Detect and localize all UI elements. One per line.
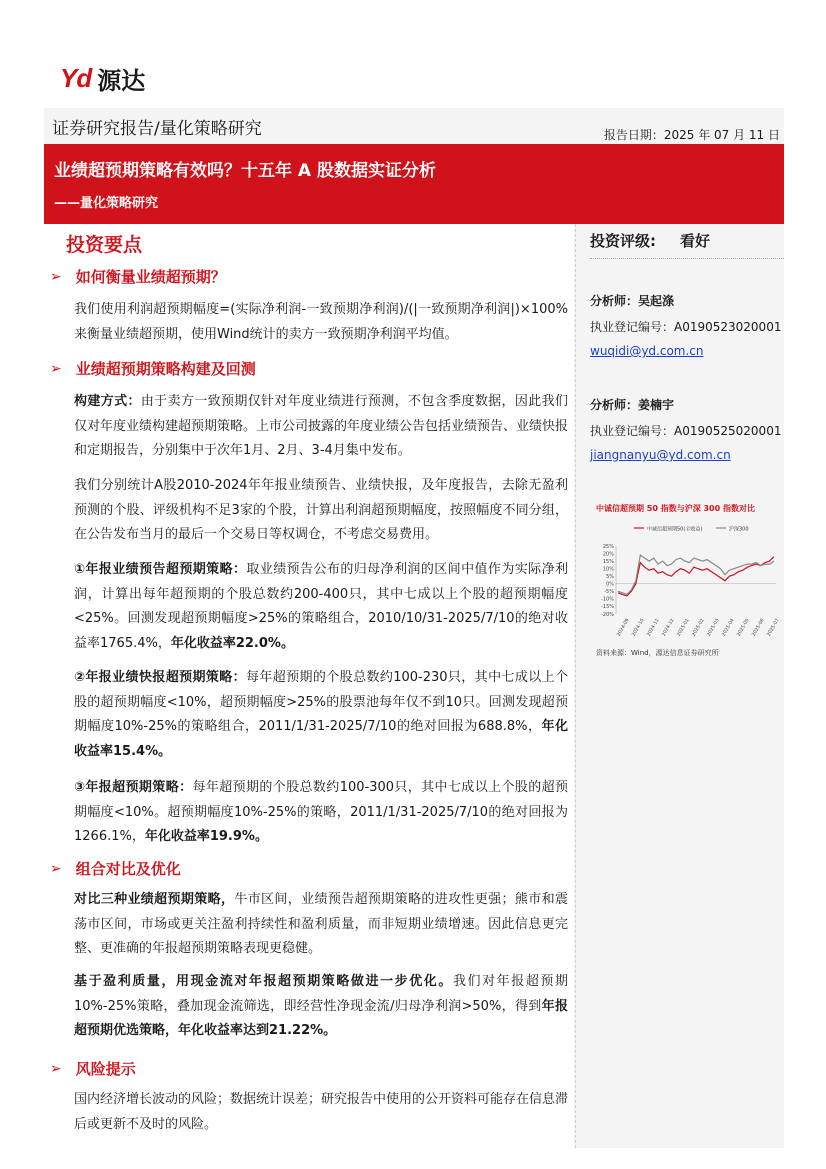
y-tick-label: 10%: [602, 566, 614, 573]
section-heading-label: 组合对比及优化: [75, 860, 181, 878]
rating-label: 投资评级:: [590, 232, 656, 250]
arrow-icon: ➢: [50, 1060, 62, 1077]
y-tick-label: 25%: [602, 543, 614, 550]
x-tick-label: 2025-04: [721, 618, 736, 638]
y-tick-label: -20%: [601, 611, 614, 618]
rating-value: 看好: [680, 232, 711, 250]
paragraph-text: 我们分别统计A股2010-2024年年报业绩预告、业绩快报，及年度报告，去除无盈利预测的个股、评级机构不足3家的个股，计算出利润超预期幅度，按照幅度不同分组，在公告发布当月的最后一个交易日等权调仓，不考虑交易费用。: [74, 478, 568, 542]
paragraph-highlight: 年报超预期优选策略，年化收益率达到21.22%。: [74, 998, 568, 1038]
paragraph-lead: ①年报业绩预告超预期策略：: [74, 562, 247, 577]
chart-source: 资料来源：Wind，源达信息证券研究所: [596, 649, 719, 657]
paragraph-highlight: 年化收益率15.4%。: [74, 719, 568, 759]
y-tick-label: -15%: [601, 604, 614, 611]
report-title: 业绩超预期策略有效吗？十五年 A 股数据实证分析: [54, 161, 436, 181]
index-comparison-chart: [594, 518, 784, 638]
report-date: 报告日期：2025 年 07 月 11 日: [603, 128, 780, 142]
paragraph-lead: 构建方式：: [74, 394, 141, 409]
analyst-name: 分析师：姜楠宇: [590, 398, 675, 412]
sidebar-divider: [590, 258, 784, 259]
paragraph: [74, 298, 568, 347]
analyst-name: 分析师：吴起涤: [590, 294, 675, 308]
y-tick-label: 15%: [602, 558, 614, 565]
paragraph: [74, 776, 568, 850]
logo-mark: Yd: [60, 62, 92, 93]
arrow-icon: ➢: [50, 268, 62, 285]
section-title: 投资要点: [66, 234, 143, 256]
paragraph: [74, 666, 568, 764]
x-tick-label: 2024-11: [646, 618, 661, 638]
section-heading: [50, 1058, 136, 1079]
analyst-email-link[interactable]: jiangnanyu@yd.com.cn: [590, 448, 731, 462]
chart-title: 中诚信超预期 50 指数与沪深 300 指数对比: [596, 504, 755, 513]
paragraph-lead: ③年报超预期策略：: [74, 780, 193, 795]
paragraph: [74, 888, 568, 962]
paragraph-text: 由于卖方一致预期仅针对年度业绩进行预测，不包含季度数据，因此我们仅对年度业绩构建超预期策略。上市公司披露的年度业绩公告包括业绩预告、业绩快报和定期报告，分别集中于次年1月、2月、3-4月集中发布。: [74, 394, 569, 458]
y-tick-label: 5%: [606, 574, 614, 581]
paragraph-text: 国内经济增长波动的风险；数据统计误差；研究报告中使用的公开资料可能存在信息滞后或更新不及时的风险。: [74, 1092, 569, 1132]
paragraph-lead: 基于盈利质量，用现金流对年报超预期策略做进一步优化。: [74, 974, 453, 989]
paragraph: [74, 558, 568, 656]
x-tick-label: 2024-09: [616, 618, 631, 638]
paragraph-lead: ②年报业绩快报超预期策略：: [74, 670, 246, 685]
paragraph-highlight: 年化收益率22.0%。: [170, 635, 294, 651]
x-tick-label: 2025-02: [691, 618, 706, 638]
paragraph-text: 每年超预期的个股总数约100-230只，其中七成以上个股的超预期幅度<10%，超预期幅度>25%的股票池每年仅不到10只。回测发现超预期幅度10%-25%的策略组合，2011/1/31-2025/7/10的绝对回报为688.8%，: [74, 670, 568, 734]
series-line: [618, 555, 774, 594]
x-tick-label: 2024-12: [661, 618, 676, 638]
x-tick-label: 2025-05: [736, 618, 751, 638]
arrow-icon: ➢: [50, 860, 62, 877]
paragraph-text: 每年超预期的个股总数约100-300只，其中七成以上个股的超预期幅度<10%。超预期幅度10%-25%的策略，2011/1/31-2025/7/10的绝对回报为1266.1%，: [74, 780, 568, 844]
legend-label: 沪深300: [729, 526, 749, 533]
section-heading: [50, 358, 256, 379]
y-tick-label: 20%: [602, 551, 614, 558]
x-tick-label: 2025-03: [706, 618, 721, 638]
paragraph-text: 牛市区间，业绩预告超预期策略的进攻性更强；熊市和震荡市区间，市场或更关注盈利持续性和盈利质量，而非短期业绩增速。因此信息更完整、更准确的年报超预期策略表现更稳健。: [74, 892, 568, 956]
x-tick-label: 2025-07: [766, 618, 781, 638]
report-category: 证券研究报告/量化策略研究: [52, 119, 262, 139]
paragraph-lead: 对比三种业绩超预期策略，: [74, 892, 235, 907]
paragraph: [74, 390, 568, 464]
logo-text: 源达: [97, 66, 146, 95]
section-heading: [50, 266, 226, 287]
analyst-email-link[interactable]: wuqidi@yd.com.cn: [590, 344, 704, 358]
paragraph-text: 我们使用利润超预期幅度=(实际净利润-一致预期净利润)/(|一致预期净利润|)×100% 来衡量业绩超预期，使用Wind统计的卖方一致预期净利润平均值。: [74, 302, 568, 342]
paragraph: [74, 474, 568, 548]
analyst-registration: 执业登记编号：A0190523020001: [590, 320, 782, 334]
section-heading-label: 如何衡量业绩超预期？: [75, 268, 226, 286]
x-tick-label: 2025-01: [676, 618, 691, 638]
paragraph: [74, 1088, 568, 1137]
section-heading-label: 业绩超预期策略构建及回测: [75, 360, 256, 378]
x-tick-label: 2024-10: [631, 618, 646, 638]
analyst-registration: 执业登记编号：A0190525020001: [590, 424, 782, 438]
section-heading-label: 风险提示: [75, 1060, 136, 1078]
column-divider: [575, 224, 576, 1148]
paragraph-text: 我们对年报超预期10%-25%策略，叠加现金流筛选，即经营性净现金流/归母净利润>50%，得到: [74, 974, 568, 1014]
legend-label: 中诚信超预期50(全收益): [647, 526, 703, 533]
y-tick-label: -5%: [604, 589, 614, 596]
paragraph-highlight: 年化收益率19.9%。: [144, 829, 268, 844]
section-heading: [50, 858, 181, 879]
y-tick-label: 0%: [606, 581, 614, 588]
company-logo: [60, 62, 146, 95]
y-tick-label: -10%: [601, 596, 614, 603]
series-line: [618, 557, 774, 596]
paragraph: [74, 970, 568, 1044]
x-tick-label: 2025-06: [751, 618, 766, 638]
report-subtitle: ——量化策略研究: [54, 196, 159, 211]
paragraph-text: 取业绩预告公布的归母净利润的区间中值作为实际净利润，计算出每年超预期的个股总数约200-400只，其中七成以上个股的超预期幅度<25%。回测发现超预期幅度>25%的策略组合，2010/10/31-2025/7/10的绝对收益率1765.4%，: [74, 562, 568, 651]
arrow-icon: ➢: [50, 360, 62, 377]
